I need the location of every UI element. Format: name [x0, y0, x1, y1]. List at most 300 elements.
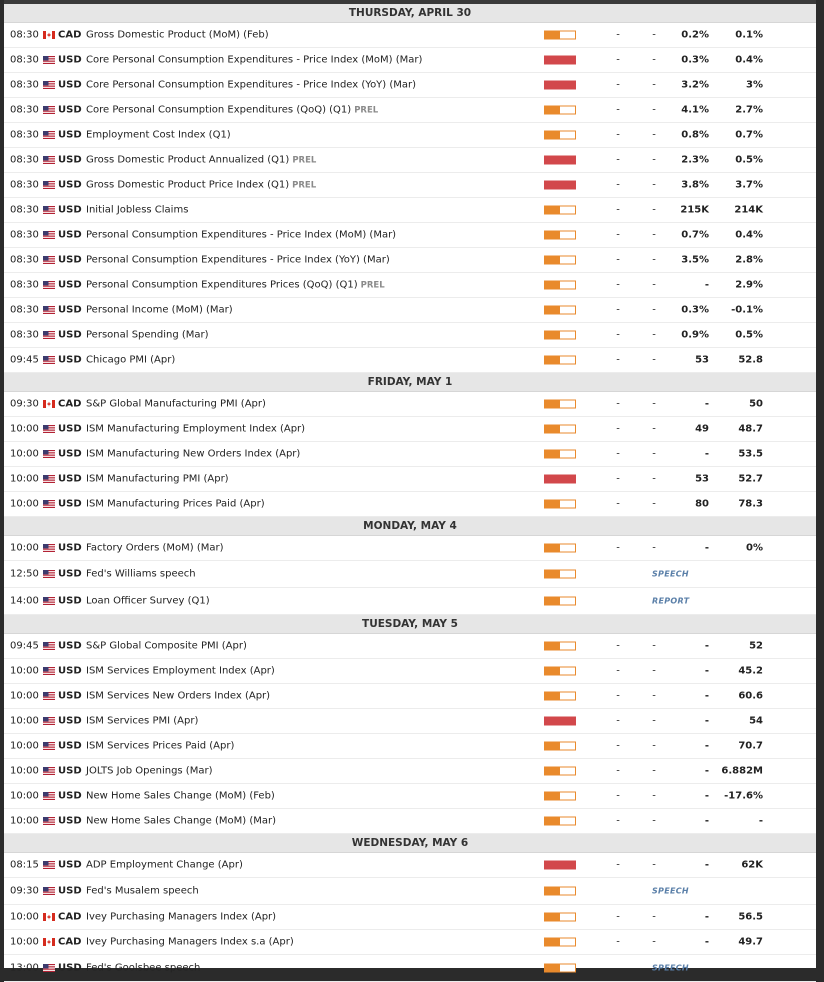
previous-value: 48.7	[738, 423, 763, 435]
event-name[interactable]	[86, 105, 378, 116]
impact-indicator	[544, 913, 576, 922]
impact-indicator	[544, 500, 576, 509]
actual-value: -	[616, 911, 620, 923]
event-row[interactable]	[4, 442, 816, 467]
event-title[interactable]: Fed's Williams speech	[86, 568, 196, 580]
event-name[interactable]	[86, 30, 269, 41]
event-title[interactable]: JOLTS Job Openings (Mar)	[86, 765, 213, 777]
previous-value: 52.8	[738, 354, 763, 366]
consensus-value: -	[652, 79, 656, 91]
actual-value: -	[616, 936, 620, 948]
event-time: 10:00	[10, 665, 39, 677]
actual-value: -	[616, 790, 620, 802]
event-name[interactable]	[86, 666, 275, 677]
us-flag-icon	[43, 331, 55, 339]
consensus-value: -	[652, 254, 656, 266]
event-title[interactable]: Gross Domestic Product (MoM) (Feb)	[86, 29, 269, 41]
event-row[interactable]	[4, 148, 816, 173]
event-row[interactable]	[4, 298, 816, 323]
event-row[interactable]	[4, 123, 816, 148]
event-title[interactable]: ISM Manufacturing New Orders Index (Apr)	[86, 448, 301, 460]
event-name[interactable]	[86, 330, 209, 341]
impact-bar-right	[559, 500, 576, 509]
event-row[interactable]	[4, 467, 816, 492]
actual-value: -	[616, 204, 620, 216]
event-row[interactable]	[4, 198, 816, 223]
forecast-value: -	[704, 715, 709, 727]
forecast-value: 0.8%	[681, 129, 709, 141]
previous-value: 6.882M	[721, 765, 763, 777]
event-time: 08:15	[10, 859, 39, 871]
impact-indicator	[544, 742, 576, 751]
us-flag-icon	[43, 964, 55, 972]
currency-code: USD	[58, 640, 82, 652]
impact-bar-right	[559, 31, 576, 40]
event-row[interactable]	[4, 98, 816, 123]
event-time: 10:00	[10, 473, 39, 485]
event-row[interactable]	[4, 392, 816, 417]
impact-bar-right	[559, 281, 576, 290]
impact-bar-right	[559, 231, 576, 240]
consensus-value: -	[652, 911, 656, 923]
event-name[interactable]	[86, 860, 243, 871]
ca-flag-icon	[43, 913, 55, 921]
consensus-value: -	[652, 715, 656, 727]
event-title[interactable]: S&P Global Manufacturing PMI (Apr)	[86, 398, 266, 410]
event-name[interactable]	[86, 741, 234, 752]
forecast-value: -	[704, 790, 709, 802]
event-name[interactable]	[86, 399, 266, 410]
event-time: 08:30	[10, 79, 39, 91]
event-row[interactable]	[4, 223, 816, 248]
impact-indicator	[544, 597, 576, 606]
consensus-value: -	[652, 448, 656, 460]
ca-flag-icon	[43, 938, 55, 946]
impact-bar-right	[559, 742, 576, 751]
event-time: 08:30	[10, 329, 39, 341]
event-title[interactable]: Gross Domestic Product Annualized (Q1)	[86, 154, 290, 166]
us-flag-icon	[43, 792, 55, 800]
previous-value: 62K	[741, 859, 763, 871]
forecast-value: -	[704, 936, 709, 948]
event-title[interactable]: ISM Manufacturing Employment Index (Apr)	[86, 423, 306, 435]
event-time: 08:30	[10, 179, 39, 191]
previous-value: 0.5%	[735, 154, 763, 166]
impact-indicator	[544, 792, 576, 801]
impact-indicator	[544, 131, 576, 140]
event-row[interactable]	[4, 709, 816, 734]
event-row[interactable]	[4, 417, 816, 442]
event-name[interactable]	[86, 55, 422, 66]
event-name[interactable]	[86, 180, 316, 191]
event-row[interactable]	[4, 588, 816, 615]
impact-indicator	[544, 938, 576, 947]
consensus-value: -	[652, 129, 656, 141]
currency-code: USD	[58, 885, 82, 897]
consensus-value: -	[652, 398, 656, 410]
impact-bar-right	[559, 887, 576, 896]
forecast-value: 3.5%	[681, 254, 709, 266]
event-title[interactable]: Personal Consumption Expenditures Prices (QoQ) (Q1)	[86, 279, 358, 291]
event-title[interactable]: ISM Manufacturing PMI (Apr)	[86, 473, 229, 485]
currency-code: USD	[58, 154, 82, 166]
forecast-value: -	[704, 665, 709, 677]
event-name[interactable]	[86, 543, 224, 554]
event-row[interactable]	[4, 323, 816, 348]
us-flag-icon	[43, 206, 55, 214]
consensus-value: -	[652, 740, 656, 752]
impact-bar-right	[560, 717, 576, 726]
impact-bar-left	[544, 913, 559, 922]
prel-tag: PREL	[292, 155, 317, 166]
impact-bar-left	[544, 887, 559, 896]
previous-value: 0.1%	[735, 29, 763, 41]
impact-bar-left	[544, 767, 559, 776]
impact-indicator	[544, 356, 576, 365]
event-title[interactable]: Core Personal Consumption Expenditures (QoQ) (Q1)	[86, 104, 352, 116]
event-title[interactable]: Fed's Musalem speech	[86, 885, 199, 897]
currency-code: USD	[58, 790, 82, 802]
event-row[interactable]	[4, 348, 816, 373]
event-title[interactable]: ISM Services PMI (Apr)	[86, 715, 199, 727]
us-flag-icon	[43, 767, 55, 775]
impact-bar-left	[544, 742, 559, 751]
forecast-value: -	[704, 740, 709, 752]
event-time: 09:30	[10, 398, 39, 410]
event-row[interactable]	[4, 273, 816, 298]
event-row[interactable]	[4, 853, 816, 878]
forecast-value: -	[704, 640, 709, 652]
event-row[interactable]	[4, 634, 816, 659]
event-title[interactable]: ISM Services Employment Index (Apr)	[86, 665, 275, 677]
event-title[interactable]: Personal Spending (Mar)	[86, 329, 209, 341]
event-name[interactable]	[86, 280, 385, 291]
event-title[interactable]: Personal Consumption Expenditures - Price Index (MoM) (Mar)	[86, 229, 397, 241]
event-title[interactable]: Personal Income (MoM) (Mar)	[86, 304, 233, 316]
currency-code: USD	[58, 104, 82, 116]
consensus-value: -	[652, 815, 656, 827]
us-flag-icon	[43, 131, 55, 139]
actual-value: -	[616, 154, 620, 166]
impact-bar-left	[544, 964, 559, 973]
event-title[interactable]: S&P Global Composite PMI (Apr)	[86, 640, 247, 652]
forecast-value: 3.8%	[681, 179, 709, 191]
previous-value: 214K	[734, 204, 763, 216]
impact-bar-left	[544, 256, 559, 265]
event-time: 08:30	[10, 229, 39, 241]
actual-value: -	[616, 640, 620, 652]
event-title[interactable]: Gross Domestic Product Price Index (Q1)	[86, 179, 290, 191]
us-flag-icon	[43, 717, 55, 725]
previous-value: 70.7	[738, 740, 763, 752]
previous-value: 0.4%	[735, 229, 763, 241]
impact-indicator	[544, 331, 576, 340]
event-row[interactable]	[4, 23, 816, 48]
actual-value: -	[616, 542, 620, 554]
us-flag-icon	[43, 817, 55, 825]
event-name[interactable]	[86, 816, 276, 827]
currency-code: USD	[58, 859, 82, 871]
event-name[interactable]	[86, 886, 199, 897]
forecast-value: 215K	[680, 204, 709, 216]
event-time: 10:00	[10, 498, 39, 510]
event-name[interactable]	[86, 641, 247, 652]
event-name[interactable]	[86, 355, 175, 366]
previous-value: 0.4%	[735, 54, 763, 66]
consensus-value: -	[652, 29, 656, 41]
day-header: FRIDAY, MAY 1	[4, 373, 816, 392]
event-name[interactable]	[86, 912, 276, 923]
forecast-value: 53	[695, 473, 709, 485]
us-flag-icon	[43, 56, 55, 64]
us-flag-icon	[43, 156, 55, 164]
event-title[interactable]: Ivey Purchasing Managers Index (Apr)	[86, 911, 277, 923]
actual-value: -	[616, 473, 620, 485]
event-name[interactable]	[86, 155, 316, 166]
event-row[interactable]	[4, 492, 816, 517]
us-flag-icon	[43, 642, 55, 650]
event-time: 08:30	[10, 129, 39, 141]
previous-value: 78.3	[738, 498, 763, 510]
event-row[interactable]	[4, 955, 816, 982]
impact-indicator	[544, 281, 576, 290]
consensus-value: -	[652, 936, 656, 948]
event-name[interactable]	[86, 569, 196, 580]
impact-bar-right	[560, 156, 576, 165]
consensus-value: -	[652, 354, 656, 366]
event-title[interactable]: Initial Jobless Claims	[86, 204, 189, 216]
forecast-value: 0.9%	[681, 329, 709, 341]
event-row[interactable]	[4, 561, 816, 588]
event-name[interactable]	[86, 691, 270, 702]
us-flag-icon	[43, 181, 55, 189]
consensus-value: -	[652, 179, 656, 191]
currency-code: USD	[58, 740, 82, 752]
consensus-value: -	[652, 204, 656, 216]
event-row[interactable]	[4, 759, 816, 784]
impact-bar-right	[559, 767, 576, 776]
event-time: 10:00	[10, 815, 39, 827]
event-title[interactable]: ISM Services New Orders Index (Apr)	[86, 690, 271, 702]
forecast-value: 49	[695, 423, 709, 435]
actual-value: -	[616, 423, 620, 435]
event-title[interactable]: ISM Manufacturing Prices Paid (Apr)	[86, 498, 265, 510]
impact-bar-left	[544, 231, 559, 240]
previous-value: 52.7	[738, 473, 763, 485]
previous-value: 2.8%	[735, 254, 763, 266]
event-title[interactable]: ADP Employment Change (Apr)	[86, 859, 243, 871]
impact-indicator	[544, 400, 576, 409]
event-row[interactable]	[4, 73, 816, 98]
impact-indicator	[544, 450, 576, 459]
impact-indicator	[544, 306, 576, 315]
economic-calendar	[4, 0, 816, 974]
event-name[interactable]	[86, 937, 294, 948]
previous-value: -0.1%	[731, 304, 763, 316]
forecast-value: -	[704, 690, 709, 702]
us-flag-icon	[43, 597, 55, 605]
currency-code: CAD	[58, 911, 82, 923]
previous-value: 54	[749, 715, 763, 727]
actual-value: -	[616, 304, 620, 316]
event-time: 10:00	[10, 765, 39, 777]
ca-flag-icon	[43, 400, 55, 408]
impact-bar-right	[559, 306, 576, 315]
currency-code: USD	[58, 690, 82, 702]
event-row[interactable]	[4, 878, 816, 905]
event-time: 10:00	[10, 911, 39, 923]
impact-bar-left	[544, 425, 559, 434]
event-title[interactable]: Core Personal Consumption Expenditures - Price Index (MoM) (Mar)	[86, 54, 423, 66]
impact-bar-right	[559, 256, 576, 265]
ca-flag-icon	[43, 31, 55, 39]
event-row[interactable]	[4, 248, 816, 273]
consensus-value: -	[652, 329, 656, 341]
actual-value: -	[616, 448, 620, 460]
forecast-value: 0.2%	[681, 29, 709, 41]
event-name[interactable]	[86, 230, 396, 241]
consensus-value: -	[652, 154, 656, 166]
event-title[interactable]: Factory Orders (MoM) (Mar)	[86, 542, 224, 554]
forecast-value: -	[704, 765, 709, 777]
event-row[interactable]	[4, 905, 816, 930]
impact-indicator	[544, 861, 576, 870]
currency-code: USD	[58, 542, 82, 554]
impact-indicator	[544, 642, 576, 651]
us-flag-icon	[43, 81, 55, 89]
event-row[interactable]	[4, 659, 816, 684]
event-title[interactable]: New Home Sales Change (MoM) (Feb)	[86, 790, 275, 802]
event-name[interactable]	[86, 474, 229, 485]
prel-tag: PREL	[292, 180, 317, 191]
event-name[interactable]	[86, 499, 265, 510]
us-flag-icon	[43, 475, 55, 483]
consensus-value: -	[652, 54, 656, 66]
event-name[interactable]	[86, 766, 212, 777]
impact-bar-left	[544, 570, 559, 579]
previous-value: 49.7	[738, 936, 763, 948]
event-title[interactable]: New Home Sales Change (MoM) (Mar)	[86, 815, 276, 827]
actual-value: -	[616, 715, 620, 727]
impact-indicator	[544, 31, 576, 40]
event-row[interactable]	[4, 684, 816, 709]
consensus-value: -	[652, 229, 656, 241]
event-title[interactable]: Personal Consumption Expenditures - Price Index (YoY) (Mar)	[86, 254, 390, 266]
consensus-value: -	[652, 640, 656, 652]
actual-value: -	[616, 398, 620, 410]
impact-bar-left	[544, 544, 559, 553]
prel-tag: PREL	[354, 105, 379, 116]
actual-value: -	[616, 815, 620, 827]
impact-bar-left	[544, 281, 559, 290]
event-title[interactable]: Ivey Purchasing Managers Index s.a (Apr)	[86, 936, 294, 948]
impact-indicator	[544, 231, 576, 240]
event-row[interactable]	[4, 809, 816, 834]
actual-value: -	[616, 179, 620, 191]
event-type-badge: SPEECH	[652, 569, 689, 579]
event-row[interactable]	[4, 48, 816, 73]
impact-bar-right	[560, 861, 576, 870]
event-name[interactable]	[86, 596, 210, 607]
impact-bar-left	[544, 692, 559, 701]
impact-bar-left	[544, 475, 560, 484]
consensus-value: -	[652, 859, 656, 871]
currency-code: USD	[58, 79, 82, 91]
actual-value: -	[616, 498, 620, 510]
event-row[interactable]	[4, 784, 816, 809]
impact-bar-right	[559, 570, 576, 579]
event-title[interactable]: ISM Services Prices Paid (Apr)	[86, 740, 235, 752]
currency-code: USD	[58, 473, 82, 485]
previous-value: 45.2	[738, 665, 763, 677]
impact-bar-right	[559, 597, 576, 606]
event-name[interactable]	[86, 963, 200, 974]
impact-bar-left	[544, 331, 559, 340]
event-title[interactable]: Loan Officer Survey (Q1)	[86, 595, 210, 607]
event-name[interactable]	[86, 449, 300, 460]
currency-code: USD	[58, 595, 82, 607]
event-time: 10:00	[10, 790, 39, 802]
impact-bar-right	[560, 56, 576, 65]
impact-indicator	[544, 425, 576, 434]
actual-value: -	[616, 29, 620, 41]
previous-value: 2.7%	[735, 104, 763, 116]
event-title[interactable]: Employment Cost Index (Q1)	[86, 129, 231, 141]
impact-indicator	[544, 767, 576, 776]
actual-value: -	[616, 740, 620, 752]
currency-code: CAD	[58, 936, 82, 948]
currency-code: USD	[58, 423, 82, 435]
consensus-value: -	[652, 498, 656, 510]
impact-bar-left	[544, 206, 559, 215]
event-row[interactable]	[4, 734, 816, 759]
event-name[interactable]	[86, 305, 233, 316]
currency-code: USD	[58, 962, 82, 974]
event-name[interactable]	[86, 791, 275, 802]
previous-value: 3%	[746, 79, 763, 91]
event-name[interactable]	[86, 716, 198, 727]
event-row[interactable]	[4, 173, 816, 198]
consensus-value: -	[652, 423, 656, 435]
impact-indicator	[544, 156, 576, 165]
event-row[interactable]	[4, 930, 816, 955]
impact-bar-left	[544, 106, 559, 115]
event-title[interactable]: Fed's Goolsbee speech	[86, 962, 201, 974]
currency-code: USD	[58, 329, 82, 341]
previous-value: 53.5	[738, 448, 763, 460]
consensus-value: -	[652, 665, 656, 677]
actual-value: -	[616, 665, 620, 677]
impact-indicator	[544, 692, 576, 701]
actual-value: -	[616, 354, 620, 366]
event-title[interactable]: Core Personal Consumption Expenditures - Price Index (YoY) (Mar)	[86, 79, 417, 91]
event-name[interactable]	[86, 424, 305, 435]
event-name[interactable]	[86, 80, 416, 91]
impact-bar-left	[544, 450, 559, 459]
impact-indicator	[544, 887, 576, 896]
event-name[interactable]	[86, 255, 390, 266]
event-name[interactable]	[86, 130, 231, 141]
event-title[interactable]: Chicago PMI (Apr)	[86, 354, 176, 366]
impact-bar-left	[544, 156, 560, 165]
impact-bar-right	[559, 667, 576, 676]
impact-bar-left	[544, 938, 559, 947]
impact-indicator	[544, 256, 576, 265]
currency-code: USD	[58, 304, 82, 316]
event-row[interactable]	[4, 536, 816, 561]
event-name[interactable]	[86, 205, 188, 216]
impact-indicator	[544, 81, 576, 90]
